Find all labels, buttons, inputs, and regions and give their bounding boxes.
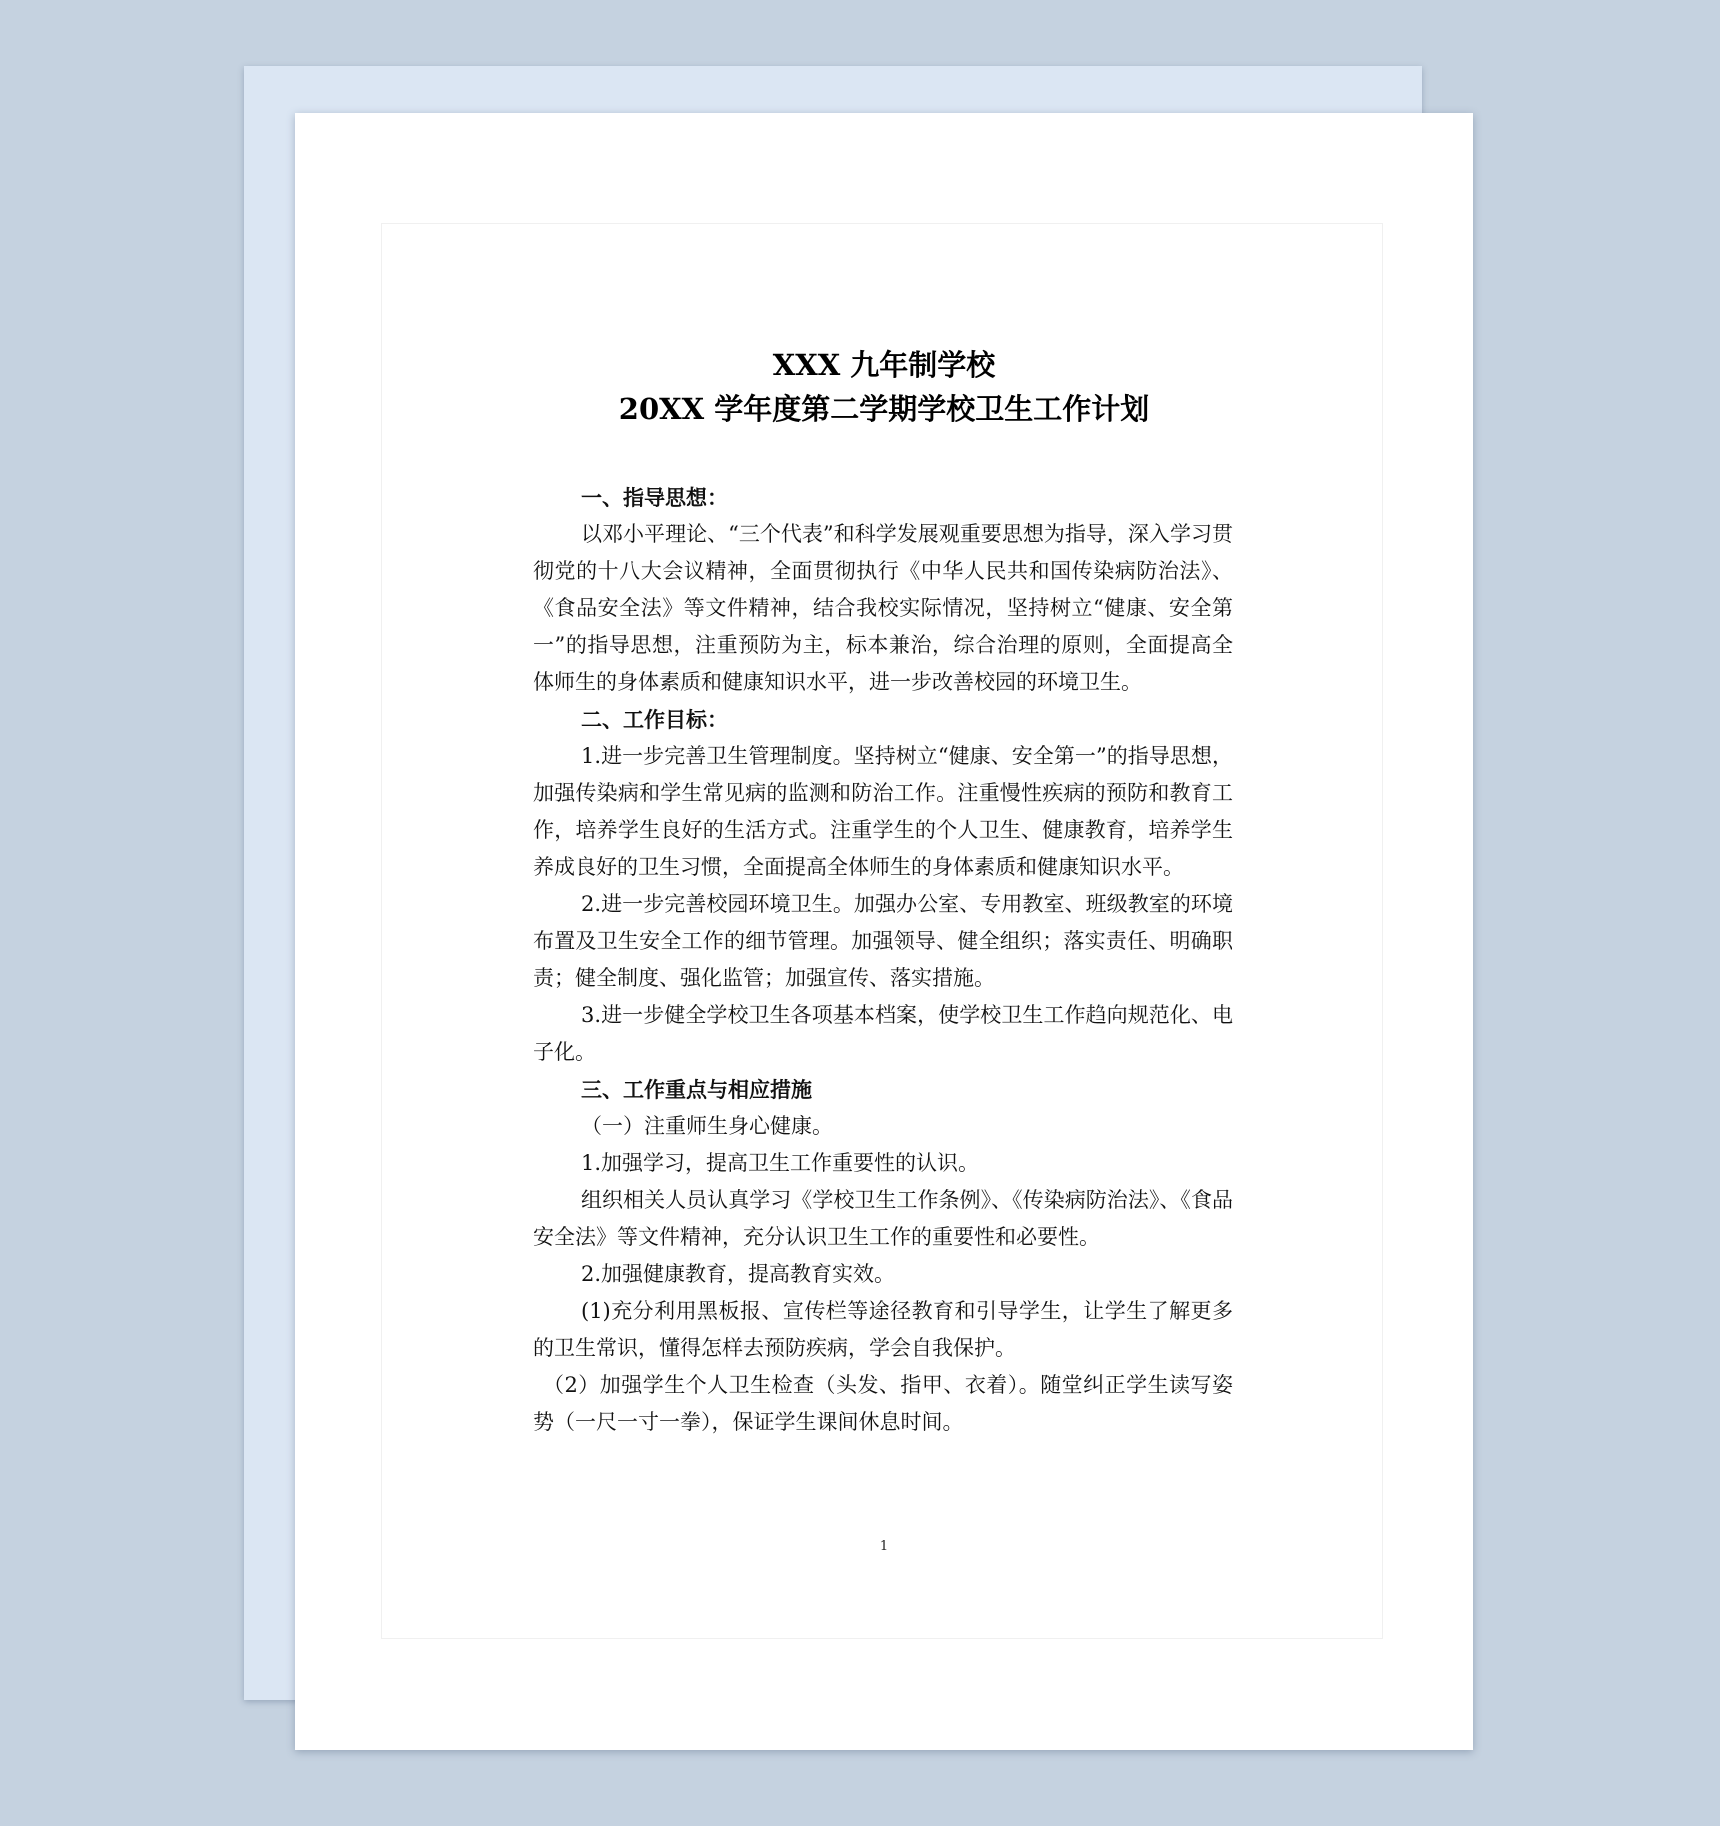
paragraph-education-2: （2）加强学生个人卫生检查（头发、指甲、衣着）。随堂纠正学生读写姿势（一尺一寸一拳），保证学生课间休息时间。 xyxy=(533,1373,1233,1434)
paragraph-subheading-health: （一）注重师生身心健康。 xyxy=(581,1114,833,1138)
paragraph-guiding-ideology: 以邓小平理论、“三个代表”和科学发展观重要思想为指导，深入学习贯彻党的十八大会议精神，全面贯彻执行《中华人民共和国传染病防治法》、《食品安全法》等文件精神，结合我校实际情况，坚持树立“健康、安全第一”的指导思想，注重预防为主，标本兼治，综合治理的原则，全面提高全体师生的身体素质和健康知识水平，进一步改善校园的环境卫生。 xyxy=(533,522,1233,694)
document-body xyxy=(533,479,1233,1441)
heading-work-goals: 二、工作目标： xyxy=(581,707,728,732)
document-title xyxy=(295,349,1473,425)
paragraph-item-education: 2.加强健康教育，提高教育实效。 xyxy=(581,1262,896,1286)
paragraph-goal-2: 2.进一步完善校园环境卫生。加强办公室、专用教室、班级教室的环境布置及卫生安全工作的细节管理。加强领导、健全组织；落实责任、明确职责；健全制度、强化监管；加强宣传、落实措施。 xyxy=(533,892,1233,990)
document-page xyxy=(295,113,1473,1750)
paragraph-item-study: 1.加强学习，提高卫生工作重要性的认识。 xyxy=(581,1151,980,1175)
paragraph-study-detail: 组织相关人员认真学习《学校卫生工作条例》、《传染病防治法》、《食品安全法》等文件精神，充分认识卫生工作的重要性和必要性。 xyxy=(533,1188,1233,1249)
title-school-name: XXX 九年制学校 xyxy=(772,348,996,382)
paragraph-education-1: (1)充分利用黑板报、宣传栏等途径教育和引导学生，让学生了解更多的卫生常识，懂得怎样去预防疾病，学会自我保护。 xyxy=(533,1299,1233,1360)
title-plan-name: 20XX 学年度第二学期学校卫生工作计划 xyxy=(618,392,1150,426)
heading-guiding-ideology: 一、指导思想： xyxy=(581,485,728,510)
paragraph-goal-3: 3.进一步健全学校卫生各项基本档案，使学校卫生工作趋向规范化、电子化。 xyxy=(533,1003,1233,1064)
page-number: 1 xyxy=(879,1539,889,1554)
heading-work-focus: 三、工作重点与相应措施 xyxy=(581,1077,812,1102)
paragraph-goal-1: 1.进一步完善卫生管理制度。坚持树立“健康、安全第一”的指导思想，加强传染病和学生常见病的监测和防治工作。注重慢性疾病的预防和教育工作，培养学生良好的生活方式。注重学生的个人卫生、健康教育，培养学生养成良好的卫生习惯，全面提高全体师生的身体素质和健康知识水平。 xyxy=(533,744,1233,879)
